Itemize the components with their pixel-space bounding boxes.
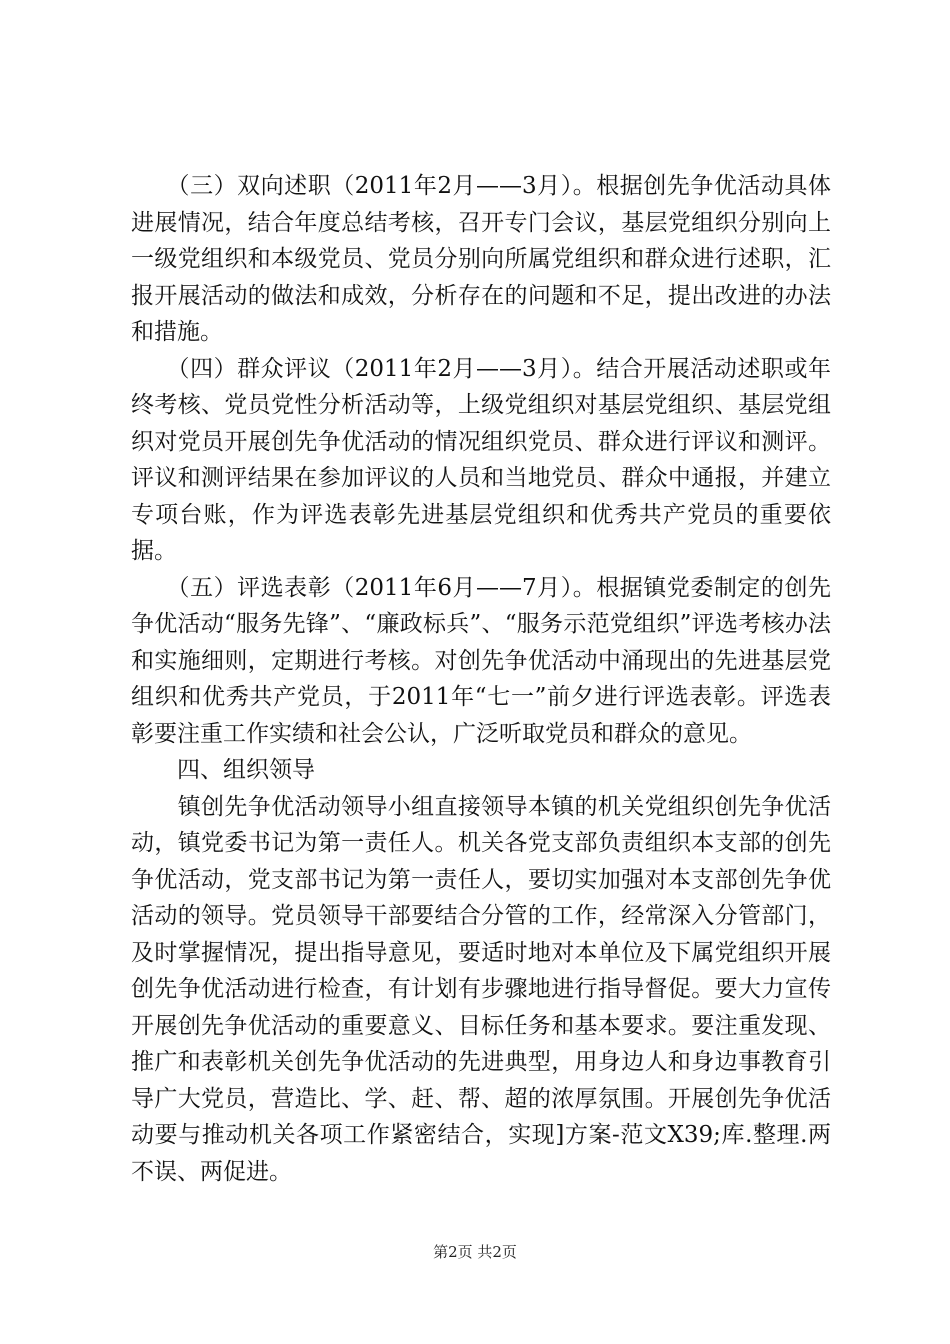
paragraph-organization-leadership: 镇创先争优活动领导小组直接领导本镇的机关党组织创先争优活动，镇党委书记为第一责任人。机关各党支部负责组织本支部的创先争优活动，党支部书记为第一责任人，要切实加强对本支部创先争优活动的领导。党员领导干部要结合分管的工作，经常深入分管部门，及时掌握情况，提出指导意见，要适时地对本单位及下属党组织开展创先争优活动进行检查，有计划有步骤地进行指导督促。要大力宣传开展创先争优活动的重要意义、目标任务和基本要求。要注重发现、推广和表彰机关创先争优活动的先进典型，用身边人和身边事教育引导广大党员，营造比、学、赶、帮、超的浓厚氛围。开展创先争优活动要与推动机关各项工作紧密结合，实现]方案-范文X39;库.整理.两不误、两促进。 [131,793,831,1185]
document-body [131,168,831,1190]
page-number-footer: 第2页 共2页 [433,1243,517,1261]
section-heading-organization-leadership: 四、组织领导 [131,757,315,783]
paragraph-dual-report: （三）双向述职（2011年2月——3月）。根据创先争优活动具体进展情况，结合年度总结考核，召开专门会议，基层党组织分别向上一级党组织和本级党员、党员分别向所属党组织和群众进行述职，汇报开展活动的做法和成效，分析存在的问题和不足，提出改进的办法和措施。 [131,173,831,345]
paragraph-public-review: （四）群众评议（2011年2月——3月）。结合开展活动述职或年终考核、党员党性分析活动等，上级党组织对基层党组织、基层党组织对党员开展创先争优活动的情况组织党员、群众进行评议和测评。评议和测评结果在参加评议的人员和当地党员、群众中通报，并建立专项台账，作为评选表彰先进基层党组织和优秀共产党员的重要依据。 [131,355,831,564]
paragraph-selection-awards: （五）评选表彰（2011年6月——7月）。根据镇党委制定的创先争优活动“服务先锋”、“廉政标兵”、“服务示范党组织”评选考核办法和实施细则，定期进行考核。对创先争优活动中涌现出的先进基层党组织和优秀共产党员，于2011年“七一”前夕进行评选表彰。评选表彰要注重工作实绩和社会公认，广泛听取党员和群众的意见。 [131,574,831,747]
